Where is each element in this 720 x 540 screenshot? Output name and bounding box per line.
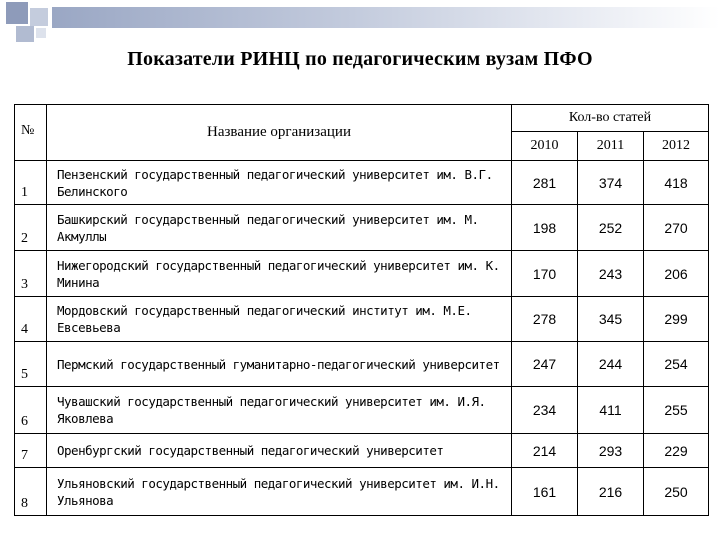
ornament-bar [52,7,720,28]
count-2010: 247 [512,342,578,387]
row-number: 5 [15,342,47,387]
header-year-2011: 2011 [578,132,644,161]
table-row [15,434,709,468]
count-2010: 161 [512,468,578,516]
table-row [15,342,709,387]
count-2012: 254 [644,342,709,387]
count-2011: 345 [578,297,644,342]
slide-ornament [0,0,720,46]
organization-name: Башкирский государственный педагогический университет им. М. Акмуллы [47,205,512,251]
organization-name: Нижегородский государственный педагогический университет им. К. Минина [47,251,512,297]
ornament-square [6,2,28,24]
count-2012: 229 [644,434,709,468]
row-number: 2 [15,205,47,251]
organization-name: Ульяновский государственный педагогический университет им. И.Н. Ульянова [47,468,512,516]
count-2012: 250 [644,468,709,516]
ornament-square [36,28,46,38]
row-number: 8 [15,468,47,516]
count-2012: 270 [644,205,709,251]
count-2011: 243 [578,251,644,297]
count-2012: 206 [644,251,709,297]
row-number: 3 [15,251,47,297]
row-number: 7 [15,434,47,468]
header-organization: Название организации [47,105,512,161]
count-2012: 418 [644,161,709,205]
count-2011: 216 [578,468,644,516]
count-2010: 234 [512,387,578,434]
row-number: 1 [15,161,47,205]
row-number: 6 [15,387,47,434]
count-2010: 214 [512,434,578,468]
table-row [15,468,709,516]
ornament-square [30,8,48,26]
count-2010: 281 [512,161,578,205]
header-number: № [15,105,47,161]
count-2011: 252 [578,205,644,251]
organization-name: Мордовский государственный педагогический институт им. М.Е. Евсевьева [47,297,512,342]
organization-name: Чувашский государственный педагогический университет им. И.Я. Яковлева [47,387,512,434]
organization-name: Пензенский государственный педагогический университет им. В.Г. Белинского [47,161,512,205]
count-2011: 244 [578,342,644,387]
count-2010: 198 [512,205,578,251]
table-row [15,297,709,342]
count-2012: 299 [644,297,709,342]
ornament-square [16,26,34,42]
table-row [15,387,709,434]
organization-name: Пермский государственный гуманитарно-педагогический университет [47,342,512,387]
count-2011: 293 [578,434,644,468]
rinc-table [14,104,709,516]
header-year-2010: 2010 [512,132,578,161]
table-row [15,161,709,205]
count-2012: 255 [644,387,709,434]
count-2011: 374 [578,161,644,205]
table-row [15,251,709,297]
count-2011: 411 [578,387,644,434]
count-2010: 170 [512,251,578,297]
header-article-count: Кол-во статей [512,105,709,132]
header-year-2012: 2012 [644,132,709,161]
count-2010: 278 [512,297,578,342]
row-number: 4 [15,297,47,342]
page-title: Показатели РИНЦ по педагогическим вузам ПФО [127,48,593,70]
organization-name: Оренбургский государственный педагогический университет [47,434,512,468]
table-row [15,205,709,251]
